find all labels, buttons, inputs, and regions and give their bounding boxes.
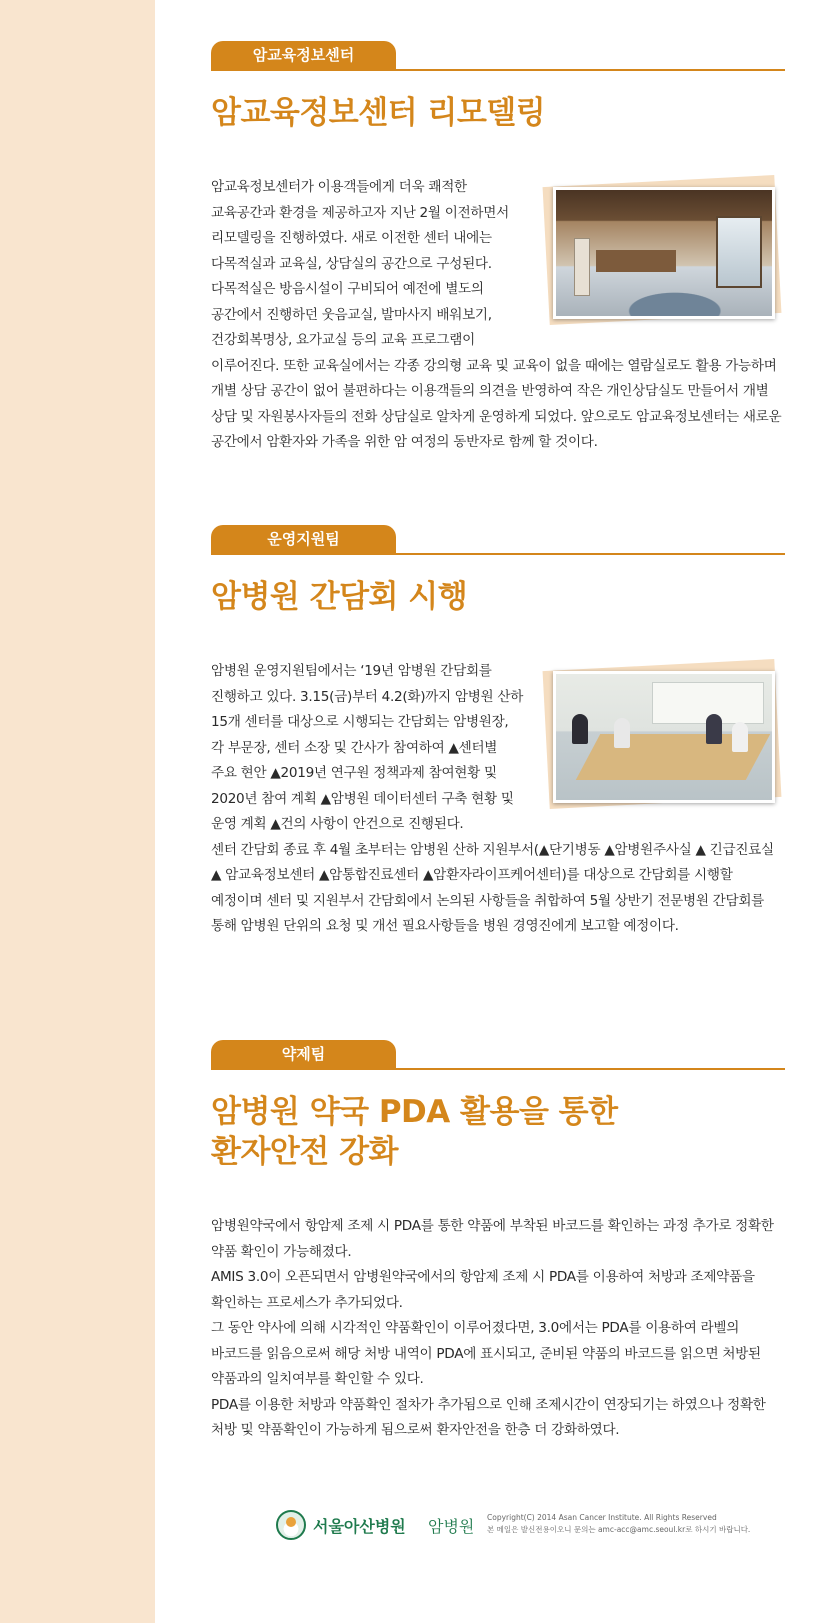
photo-frame	[541, 175, 785, 323]
article-body	[211, 1214, 785, 1444]
education-center-photo	[553, 187, 775, 319]
article-title-line: 암병원 약국 PDA 활용을 통한	[211, 1094, 618, 1130]
article-title	[211, 1092, 785, 1172]
section-cancer-education-center	[211, 41, 785, 456]
article-body	[211, 659, 785, 940]
divider	[211, 553, 785, 555]
article-paragraph: AMIS 3.0이 오픈되면서 암병원약국에서의 항암제 조제 시 PDA를 이용하여 처방과 조제약품을 확인하는 프로세스가 추가되었다.	[211, 1269, 755, 1311]
hospital-name: 서울아산병원	[313, 1517, 406, 1536]
copyright-block	[487, 1512, 750, 1536]
article-paragraph: 암병원 운영지원팀에서는 ‘19년 암병원 간담회를 진행하고 있다. 3.15(금)부터 4.2(화)까지 암병원 산하 15개 센터를 대상으로 시행되는 간담회는 암병원장, 각 부문장, 센터 소장 및 간사가 참여하여 ▲센터별 주요 현안 ▲2019년 연구원 정책과제 참여현황 및 2020년 참여 계획 ▲암병원 데이터센터 구축 현황 및 운영 계획 ▲건의 사항이 안건으로 진행된다.	[211, 663, 524, 832]
copyright-text: Copyright(C) 2014 Asan Cancer Institute. All Rights Reserved	[487, 1513, 717, 1522]
section-pharmacy-team	[211, 1040, 785, 1444]
article-paragraph: 그 동안 약사에 의해 시각적인 약품확인이 이루어졌다면, 3.0에서는 PDA를 이용하여 라벨의 바코드를 읽음으로써 해당 처방 내역이 PDA에 표시되고, 준비된 약품의 바코드를 읽으면 처방된 약품과의 일치여부를 확인할 수 있다.	[211, 1320, 761, 1387]
section-tab: 운영지원팀	[211, 525, 396, 553]
section-tab: 암교육정보센터	[211, 41, 396, 69]
mail-notice: 본 메일은 발신전용이오니 문의는 amc-acc@amc.seoul.kr로 하시기 바랍니다.	[487, 1525, 751, 1534]
article-title: 암병원 간담회 시행	[211, 579, 468, 615]
article-paragraph: 센터 간담회 종료 후 4월 초부터는 암병원 산하 지원부서(▲단기병동 ▲암병원주사실 ▲ 긴급진료실 ▲ 암교육정보센터 ▲암통합진료센터 ▲암환자라이프케어센터)를 대상으로 간담회를 시행할 예정이며 센터 및 지원부서 간담회에서 논의된 사항들을 취합하여 5월 상반기 전문병원 간담회를 통해 암병원 단위의 요청 및 개선 필요사항들을 병원 경영진에게 보고할 예정이다.	[211, 841, 774, 934]
article-title-line: 환자안전 강화	[211, 1134, 398, 1170]
section-operations-support-team	[211, 525, 785, 940]
divider	[211, 69, 785, 71]
hospital-logo-icon	[276, 1510, 306, 1540]
footer	[276, 1508, 756, 1542]
section-header	[211, 41, 785, 71]
meeting-photo	[553, 671, 775, 803]
article-title: 암교육정보센터 리모델링	[211, 95, 546, 131]
article-paragraph: 암병원약국에서 항암제 조제 시 PDA를 통한 약품에 부착된 바코드를 확인하는 과정 추가로 정확한 약품 확인이 가능해졌다.	[211, 1218, 774, 1260]
section-header	[211, 525, 785, 555]
side-band	[0, 0, 155, 1623]
section-tab: 약제팀	[211, 1040, 396, 1068]
cancer-center-name: 암병원	[428, 1517, 475, 1536]
divider	[211, 1068, 785, 1070]
article-body	[211, 175, 785, 456]
article-paragraph: 암교육정보센터가 이용객들에게 더욱 쾌적한 교육공간과 환경을 제공하고자 지난 2월 이전하면서 리모델링을 진행하였다. 새로 이전한 센터 내에는 다목적실과 교육실, 상담실의 공간으로 구성된다. 다목적실은 방음시설이 구비되어 예전에 별도의 공간에서 진행하던 웃음교실, 발마사지 배워보기, 건강회복명상, 요가교실 등의 교육 프로그램이 이루어진다. 또한 교육실에서는 각종 강의형 교육 및 교육이 없을 때에는 열람실로도 활용 가능하며 개별 상담 공간이 없어 불편하다는 이용객들의 의견을 반영하여 작은 개인상담실도 만들어서 개별 상담 및 자원봉사자들의 전화 상담실로 알차게 운영하게 되었다. 앞으로도 암교육정보센터는 새로운 공간에서 암환자와 가족을 위한 암 여정의 동반자로 함께 할 것이다.	[211, 179, 782, 450]
photo-frame	[541, 659, 785, 807]
section-header	[211, 1040, 785, 1070]
article-paragraph: PDA를 이용한 처방과 약품확인 절차가 추가됨으로 인해 조제시간이 연장되기는 하였으나 정확한 처방 및 약품확인이 가능하게 됨으로써 환자안전을 한층 더 강화하였다.	[211, 1396, 766, 1438]
